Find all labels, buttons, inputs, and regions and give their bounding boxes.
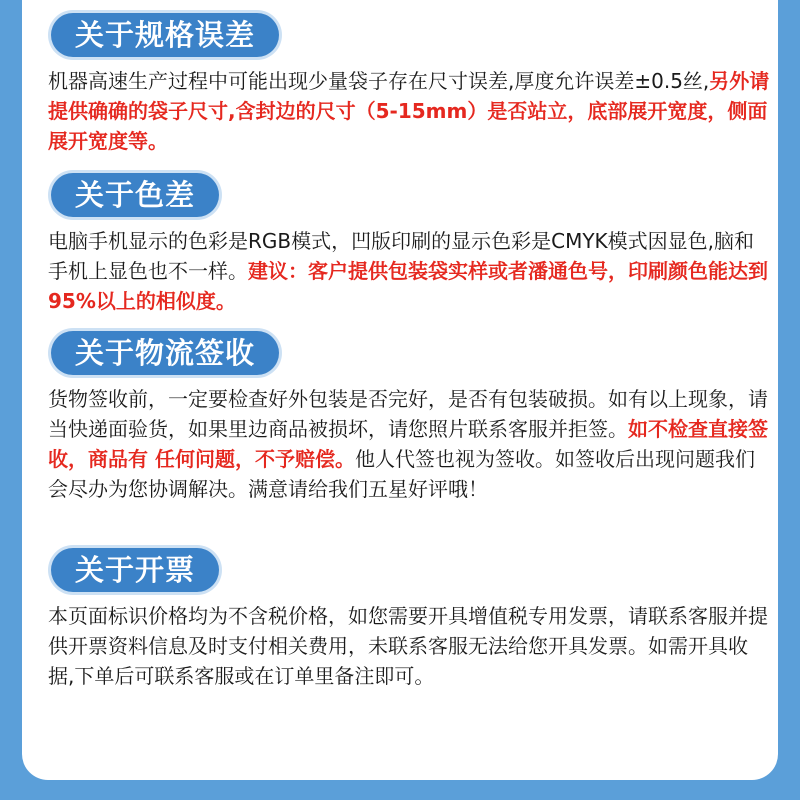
- body-text-normal: 本页面标识价格均为不含税价格，如您需要开具增值税专用发票，请联系客服并提供开票资料信息及时支付相关费用，未联系客服无法给您开具发票。如需开具收据,下单后可联系客服或在订单里备注即可。: [48, 604, 768, 688]
- body-text-normal: 电脑手机显示的色彩是RGB模式，凹版印刷的显示色彩是CMYK模式因显色,脑和手机上显色也不一样。: [48, 229, 755, 283]
- section-body: [48, 226, 770, 316]
- section-title: 关于开票: [51, 548, 219, 592]
- section-title: 关于规格误差: [51, 13, 279, 57]
- body-text-normal: 机器高速生产过程中可能出现少量袋子存在尺寸误差,厚度允许误差±0.5丝,: [48, 69, 710, 93]
- body-text-highlight: 另外请提供确确的袋子尺寸,含封边的尺寸（5-15mm）是否站立，底部展开宽度，侧面展开宽度等。: [48, 69, 770, 153]
- section-body: [48, 601, 770, 691]
- body-text-highlight: 如不检查直接签收，商品有 任何问题，不予赔偿。: [48, 417, 768, 471]
- section-body: [48, 384, 770, 504]
- section-title-wrapper: [48, 10, 282, 60]
- body-text-normal-2: 他人代签也视为签收。如签收后出现问题我们会尽办为您协调解决。满意请给我们五星好评哦！: [48, 447, 755, 501]
- body-text-normal: 货物签收前，一定要检查好外包装是否完好，是否有包装破损。如有以上现象，请当快递面验货，如果里边商品被损坏，请您照片联系客服并拒签。: [48, 387, 768, 441]
- section-delivery-receipt: [48, 328, 778, 504]
- section-body: [48, 66, 770, 156]
- section-title: 关于物流签收: [51, 331, 279, 375]
- section-title-wrapper: [48, 545, 222, 595]
- section-color-difference: [48, 170, 778, 316]
- section-title: 关于色差: [51, 173, 219, 217]
- section-title-wrapper: [48, 170, 222, 220]
- section-invoice: [48, 545, 778, 691]
- section-title-wrapper: [48, 328, 282, 378]
- section-spec-error: [48, 10, 778, 156]
- body-text-highlight: 建议：客户提供包装袋实样或者潘通色号，印刷颜色能达到95%以上的相似度。: [48, 259, 768, 313]
